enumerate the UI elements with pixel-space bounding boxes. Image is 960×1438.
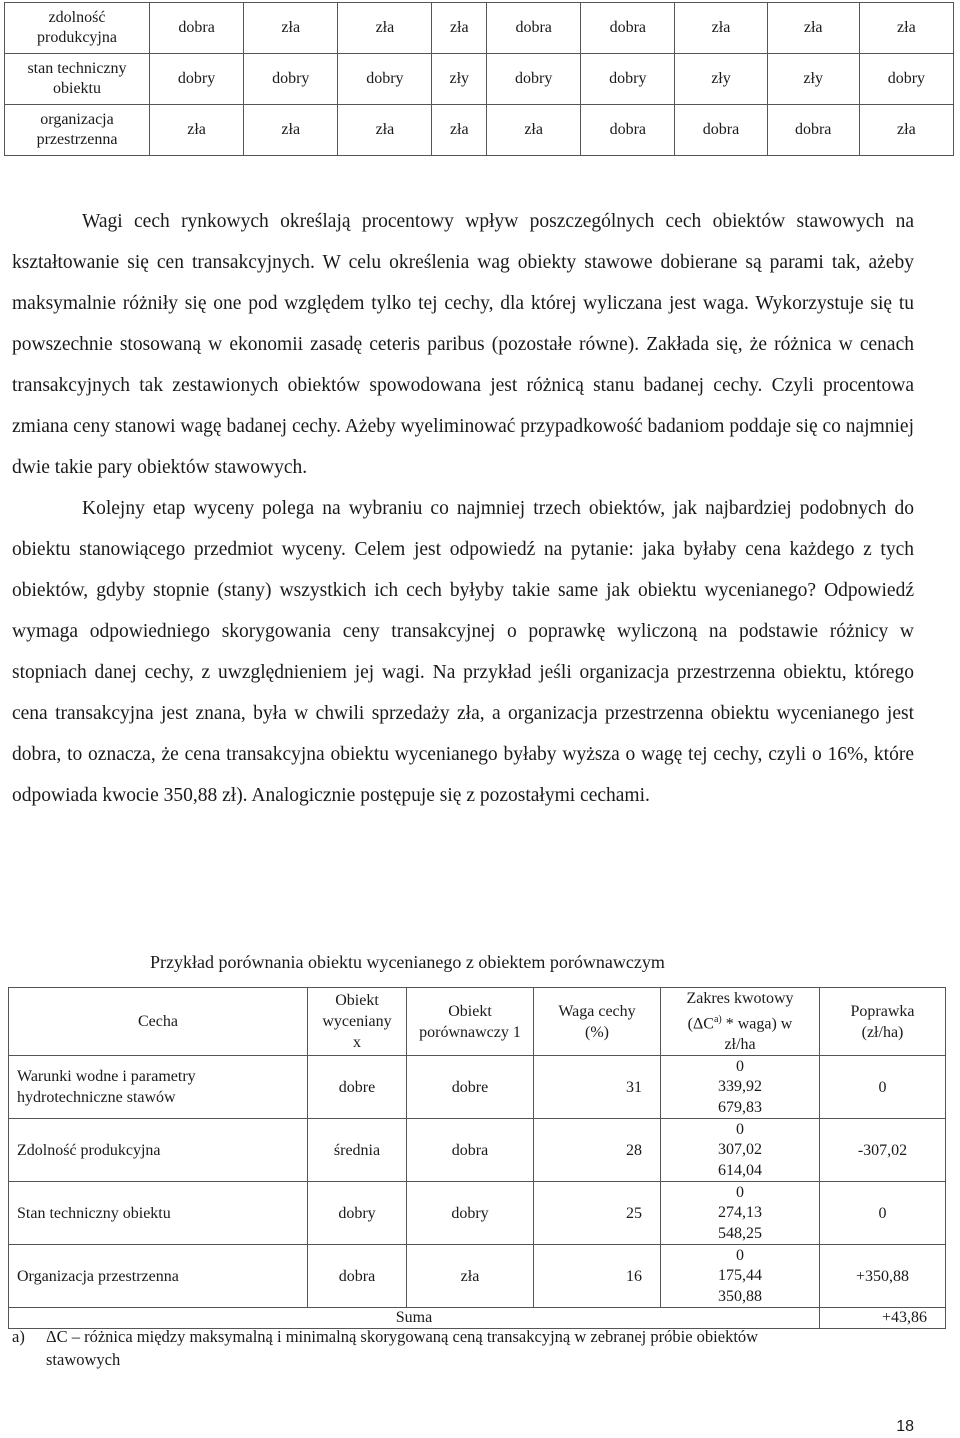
- grades-cell: dobry: [150, 54, 244, 105]
- grades-row: [5, 105, 954, 156]
- range-cell: [661, 1119, 820, 1182]
- range-value: 0: [736, 1120, 744, 1138]
- comparison-header-row: [9, 988, 946, 1056]
- grades-cell: dobra: [150, 3, 244, 54]
- range-value: 548,25: [718, 1224, 762, 1242]
- grades-row: [5, 3, 954, 54]
- grades-cell: zła: [432, 3, 487, 54]
- range-cell: [661, 1056, 820, 1119]
- subject-cell: dobre: [308, 1056, 407, 1119]
- subject-cell: dobry: [308, 1182, 407, 1245]
- feature-cell: Stan techniczny obiektu: [9, 1182, 308, 1245]
- range-value: 339,92: [718, 1078, 762, 1096]
- grades-cell: zła: [859, 105, 953, 156]
- range-value: 274,13: [718, 1204, 762, 1222]
- correction-cell: 0: [820, 1056, 946, 1119]
- grades-cell: zła: [244, 105, 338, 156]
- correction-cell: 0: [820, 1182, 946, 1245]
- grades-row-label: organizacja przestrzenna: [5, 105, 150, 156]
- range-value: 0: [736, 1057, 744, 1075]
- feature-grades-table: [4, 2, 954, 156]
- sum-value: +43,86: [820, 1308, 946, 1329]
- grades-cell: dobry: [487, 54, 581, 105]
- weight-cell: 16: [534, 1245, 661, 1308]
- grades-cell: zła: [432, 105, 487, 156]
- grades-row-label: stan techniczny obiektu: [5, 54, 150, 105]
- grades-row: [5, 54, 954, 105]
- grades-cell: dobra: [487, 3, 581, 54]
- body-text: [12, 201, 914, 816]
- comparison-row: [9, 1245, 946, 1308]
- grades-cell: zła: [150, 105, 244, 156]
- paragraph-valuation: Kolejny etap wyceny polega na wybraniu co najmniej trzech obiektów, jak najbardziej podobnych do obiektu stanowiącego przedmiot wyceny. Celem jest odpowiedź na pytanie: jaka byłaby cena każdego z tych obiektów, gdyby stopnie (stany) wszystkich ich cech byłyby takie same jak obiektu wycenianego? Odpowiedź wymaga odpowiedniego skorygowania ceny transakcyjnej o poprawkę wyliczoną na podstawie różnicy w stopniach danej cechy, z uwzględnieniem jej wagi. Na przykład jeśli organizacja przestrzenna obiektu, którego cena transakcyjna jest znana, była w chwili sprzedaży zła, a organizacja przestrzenna obiektu wycenianego jest dobra, to oznacza, że cena transakcyjna obiektu wycenianego byłaby wyższa o wagę tej cechy, czyli o 16%, które odpowiada kwocie 350,88 zł). Analogicznie postępuje się z pozostałymi cechami.: [12, 498, 914, 806]
- sum-label: Suma: [9, 1308, 820, 1329]
- grades-cell: dobra: [767, 105, 859, 156]
- grades-row-label: zdolność produkcyjna: [5, 3, 150, 54]
- range-value: 307,02: [718, 1141, 762, 1159]
- grades-cell: dobry: [859, 54, 953, 105]
- comparison-table: [8, 987, 946, 1329]
- range-value: 0: [736, 1246, 744, 1264]
- correction-cell: +350,88: [820, 1245, 946, 1308]
- grades-cell: dobry: [338, 54, 432, 105]
- grades-cell: zła: [338, 3, 432, 54]
- range-value: 175,44: [718, 1267, 762, 1285]
- grades-cell: zły: [675, 54, 767, 105]
- comparison-row: [9, 1056, 946, 1119]
- weight-cell: 28: [534, 1119, 661, 1182]
- footnote-text-cont: stawowych: [46, 1350, 121, 1369]
- footnote-text: ΔC – różnica między maksymalną i minimalną skorygowaną ceną transakcyjną w zebranej próbie obiektów: [46, 1327, 759, 1346]
- feature-cell: Organizacja przestrzenna: [9, 1245, 308, 1308]
- header-comparable: Obiekt porównawczy 1: [407, 988, 534, 1056]
- comparison-row: [9, 1182, 946, 1245]
- comparable-cell: dobre: [407, 1056, 534, 1119]
- footnote: [12, 1325, 912, 1371]
- grades-cell: dobra: [581, 3, 675, 54]
- header-feature: Cecha: [9, 988, 308, 1056]
- grades-cell: zła: [244, 3, 338, 54]
- range-value: 679,83: [718, 1098, 762, 1116]
- grades-cell: zła: [338, 105, 432, 156]
- grades-cell: dobry: [244, 54, 338, 105]
- table-caption: Przykład porównania obiektu wycenianego z obiektem porównawczym: [150, 952, 665, 972]
- range-value: 0: [736, 1183, 744, 1201]
- header-range: Zakres kwotowy (ΔC$^{a)}$ * waga) w zł/ha: [661, 988, 820, 1056]
- range-cell: [661, 1245, 820, 1308]
- grades-cell: zły: [767, 54, 859, 105]
- range-value: 350,88: [718, 1287, 762, 1305]
- weight-cell: 31: [534, 1056, 661, 1119]
- range-value: 614,04: [718, 1161, 762, 1179]
- footnote-marker: a): [12, 1327, 25, 1346]
- grades-cell: dobra: [675, 105, 767, 156]
- grades-cell: zła: [675, 3, 767, 54]
- header-subject: Obiekt wyceniany x: [308, 988, 407, 1056]
- comparable-cell: dobry: [407, 1182, 534, 1245]
- comparable-cell: zła: [407, 1245, 534, 1308]
- header-weight: Waga cechy (%): [534, 988, 661, 1056]
- grades-cell: zła: [487, 105, 581, 156]
- paragraph-weights: Wagi cech rynkowych określają procentowy wpływ poszczególnych cech obiektów stawowych na kształtowanie się cen transakcyjnych. W celu określenia wag obiekty stawowe dobierane są parami tak, ażeby maksymalnie różniły się one pod względem tylko tej cechy, dla której wyliczana jest waga. Wykorzystuje się tu powszechnie stosowaną w ekonomii zasadę ceteris paribus (pozostałe równe). Zakłada się, że różnica w cenach transakcyjnych tak zestawionych obiektów spowodowana jest różnicą stanu badanej cechy. Czyli procentowa zmiana ceny stanowi wagę badanej cechy. Ażeby wyeliminować przypadkowość badaniom poddaje się co najmniej dwie takie pary obiektów stawowych.: [12, 211, 914, 478]
- correction-cell: -307,02: [820, 1119, 946, 1182]
- grades-cell: zła: [767, 3, 859, 54]
- comparable-cell: dobra: [407, 1119, 534, 1182]
- comparison-row: [9, 1119, 946, 1182]
- range-cell: [661, 1182, 820, 1245]
- grades-cell: zła: [859, 3, 953, 54]
- feature-cell: Zdolność produkcyjna: [9, 1119, 308, 1182]
- grades-cell: zły: [432, 54, 487, 105]
- subject-cell: średnia: [308, 1119, 407, 1182]
- grades-cell: dobra: [581, 105, 675, 156]
- page-number: 18: [896, 1418, 914, 1435]
- feature-cell: Warunki wodne i parametry hydrotechniczne stawów: [9, 1056, 308, 1119]
- subject-cell: dobra: [308, 1245, 407, 1308]
- header-correction: Poprawka (zł/ha): [820, 988, 946, 1056]
- weight-cell: 25: [534, 1182, 661, 1245]
- grades-cell: dobry: [581, 54, 675, 105]
